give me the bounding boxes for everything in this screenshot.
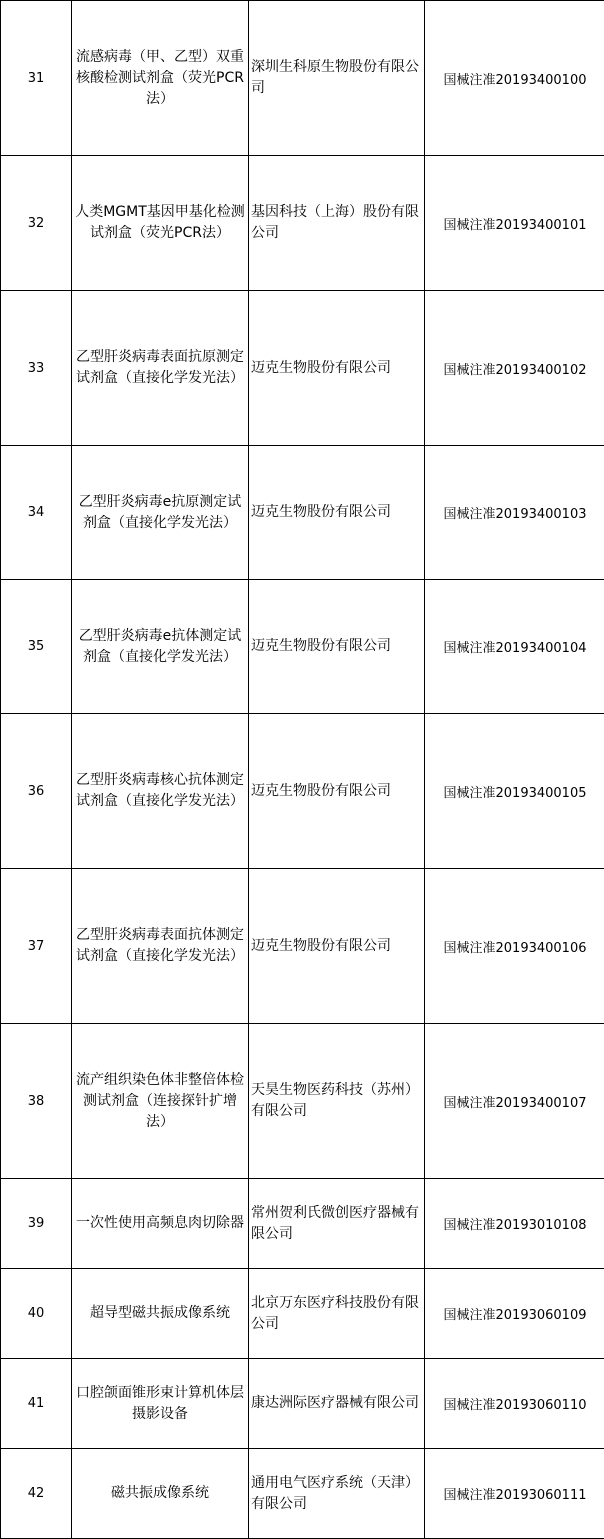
row-number: 31 [1, 1, 72, 156]
product-name: 口腔颌面锥形束计算机体层摄影设备 [72, 1359, 249, 1449]
row-number: 36 [1, 714, 72, 869]
table-row [1, 1359, 604, 1449]
product-name: 流感病毒（甲、乙型）双重核酸检测试剂盒（荧光PCR法） [72, 1, 249, 156]
company-name: 常州贺利氏微创医疗器械有限公司 [249, 1179, 425, 1269]
registration-number: 国械注准20193060111 [425, 1449, 604, 1539]
registration-number: 国械注准20193400101 [425, 156, 604, 291]
table-row [1, 1269, 604, 1359]
product-name: 乙型肝炎病毒e抗体测定试剂盒（直接化学发光法） [72, 580, 249, 714]
company-name: 基因科技（上海）股份有限公司 [249, 156, 425, 291]
registration-number: 国械注准20193060109 [425, 1269, 604, 1359]
registration-number: 国械注准20193400102 [425, 291, 604, 446]
product-name: 乙型肝炎病毒e抗原测定试剂盒（直接化学发光法） [72, 446, 249, 580]
row-number: 32 [1, 156, 72, 291]
table-row [1, 1024, 604, 1179]
company-name: 北京万东医疗科技股份有限公司 [249, 1269, 425, 1359]
company-name: 通用电气医疗系统（天津）有限公司 [249, 1449, 425, 1539]
registration-number: 国械注准20193400105 [425, 714, 604, 869]
registration-number: 国械注准20193400103 [425, 446, 604, 580]
company-name: 迈克生物股份有限公司 [249, 869, 425, 1024]
company-name: 迈克生物股份有限公司 [249, 446, 425, 580]
product-name: 乙型肝炎病毒表面抗体测定试剂盒（直接化学发光法） [72, 869, 249, 1024]
product-name: 超导型磁共振成像系统 [72, 1269, 249, 1359]
company-name: 深圳生科原生物股份有限公司 [249, 1, 425, 156]
row-number: 35 [1, 580, 72, 714]
row-number: 38 [1, 1024, 72, 1179]
table-row [1, 156, 604, 291]
registration-number: 国械注准20193010108 [425, 1179, 604, 1269]
table-body [1, 1, 604, 1539]
company-name: 天昊生物医药科技（苏州）有限公司 [249, 1024, 425, 1179]
row-number: 34 [1, 446, 72, 580]
product-name: 乙型肝炎病毒核心抗体测定试剂盒（直接化学发光法） [72, 714, 249, 869]
table-row [1, 580, 604, 714]
company-name: 迈克生物股份有限公司 [249, 580, 425, 714]
registration-number: 国械注准20193400100 [425, 1, 604, 156]
table-row [1, 1449, 604, 1539]
row-number: 41 [1, 1359, 72, 1449]
product-name: 乙型肝炎病毒表面抗原测定试剂盒（直接化学发光法） [72, 291, 249, 446]
table-row [1, 1, 604, 156]
table-row [1, 291, 604, 446]
table-row [1, 714, 604, 869]
row-number: 33 [1, 291, 72, 446]
registration-number: 国械注准20193400107 [425, 1024, 604, 1179]
company-name: 迈克生物股份有限公司 [249, 714, 425, 869]
product-name: 一次性使用高频息肉切除器 [72, 1179, 249, 1269]
company-name: 迈克生物股份有限公司 [249, 291, 425, 446]
registration-number: 国械注准20193060110 [425, 1359, 604, 1449]
product-name: 流产组织染色体非整倍体检测试剂盒（连接探针扩增法） [72, 1024, 249, 1179]
row-number: 37 [1, 869, 72, 1024]
table-row [1, 446, 604, 580]
row-number: 39 [1, 1179, 72, 1269]
registration-number: 国械注准20193400106 [425, 869, 604, 1024]
registration-number: 国械注准20193400104 [425, 580, 604, 714]
product-name: 磁共振成像系统 [72, 1449, 249, 1539]
row-number: 42 [1, 1449, 72, 1539]
row-number: 40 [1, 1269, 72, 1359]
company-name: 康达洲际医疗器械有限公司 [249, 1359, 425, 1449]
product-name: 人类MGMT基因甲基化检测试剂盒（荧光PCR法） [72, 156, 249, 291]
table-row [1, 869, 604, 1024]
table-row [1, 1179, 604, 1269]
